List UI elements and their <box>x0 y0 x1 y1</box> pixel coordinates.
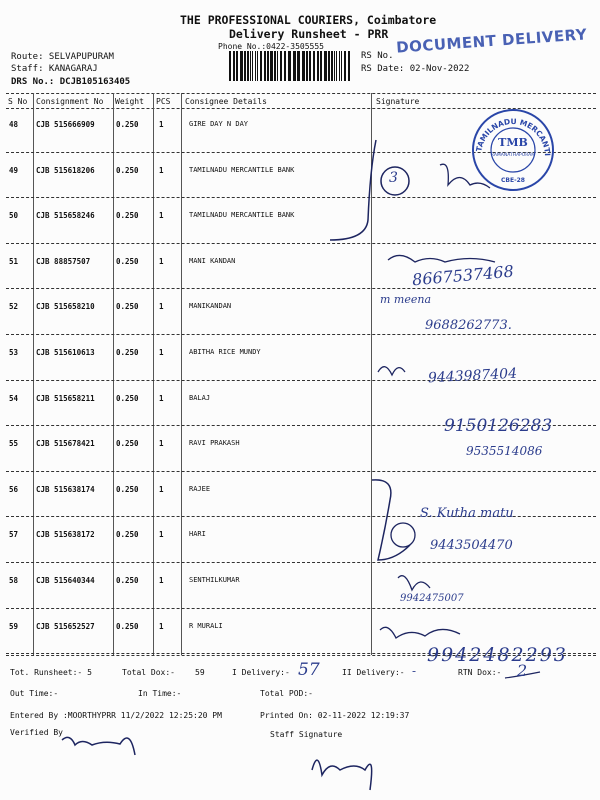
phone-number: Phone No.:0422-3505555 <box>218 42 324 51</box>
row-weight: 0.250 <box>116 484 139 494</box>
handwritten-row49-number: 3 <box>389 170 398 186</box>
handwritten-row52-phone: 9688262773. <box>425 318 512 333</box>
row-consignment-no: CJB 515658210 <box>36 302 95 312</box>
document-delivery-stamp: DOCUMENT DELIVERY <box>395 25 588 57</box>
barcode-bar <box>306 51 308 81</box>
barcode-bar <box>348 51 350 81</box>
row-pcs: 1 <box>159 439 164 449</box>
barcode-bar <box>252 51 253 81</box>
col-pcs: PCS <box>156 97 171 106</box>
row-divider <box>6 334 596 335</box>
rtn-dox-value: 2 <box>517 661 528 680</box>
signature-circle <box>391 523 415 547</box>
signature-stroke <box>330 140 376 240</box>
seal-bank-name: TAMILNADU MERCANTILE BANK LTD <box>467 101 553 157</box>
barcode-bar <box>244 51 246 81</box>
row-consignee: TAMILNADU MERCANTILE BANK <box>189 211 295 220</box>
row-weight: 0.250 <box>116 120 139 129</box>
barcode-bar <box>277 51 278 81</box>
col-signature: Signature <box>376 97 420 106</box>
row-pcs: 1 <box>159 484 164 494</box>
barcode-bar <box>229 51 231 81</box>
col-sno: S No <box>8 97 28 106</box>
row-weight: 0.250 <box>116 348 139 357</box>
row-weight: 0.250 <box>116 439 139 449</box>
total-dox-label: Total Dox:- <box>122 668 175 677</box>
verified-by: Verified By <box>10 728 63 737</box>
row-divider <box>6 608 596 609</box>
row-consignment-no: CJB 515658246 <box>36 211 95 221</box>
verified-signature <box>62 737 135 755</box>
barcode-bar <box>339 51 340 81</box>
rs-number: RS No. <box>361 51 394 61</box>
handwritten-row55-phone: 9535514086 <box>466 444 543 458</box>
row-divider <box>6 243 596 244</box>
barcode-bar <box>240 51 243 81</box>
barcode-bar <box>336 51 337 81</box>
signature-scribble <box>398 576 430 590</box>
row-sno: 59 <box>9 621 19 631</box>
row-consignment-no: CJB 515618206 <box>36 165 95 175</box>
barcode-bar <box>247 51 249 81</box>
barcode-bar <box>236 51 238 81</box>
col-weight: Weight <box>115 97 144 106</box>
row-weight: 0.250 <box>116 211 139 221</box>
in-time: In Time:- <box>138 689 182 698</box>
col-divider <box>33 93 34 655</box>
row-consignment-no: CJB 515610613 <box>36 348 95 357</box>
entered-by: Entered By :MOORTHYPRR 11/2/2022 12:25:20 PM <box>10 711 222 720</box>
barcode-bar <box>255 51 256 81</box>
row-consignee: TAMILNADU MERCANTILE BANK <box>189 165 295 174</box>
row-consignment-no: CJB 515652527 <box>36 621 95 631</box>
total-dox-value: 59 <box>195 668 205 677</box>
row-sno: 57 <box>9 530 19 540</box>
i-delivery-label: I Delivery:- <box>232 668 290 677</box>
row-consignee: MANI KANDAN <box>189 256 236 265</box>
out-time: Out Time:- <box>10 689 59 698</box>
handwritten-row57-phone: 9443504470 <box>430 538 513 553</box>
row-sno: 51 <box>9 256 19 266</box>
row-consignee: BALAJ <box>189 393 211 402</box>
col-divider <box>153 93 154 655</box>
staff-signature <box>312 760 372 790</box>
bank-seal <box>467 101 555 192</box>
signature-scribble <box>380 627 460 638</box>
row-consignment-no: CJB 515666909 <box>36 120 95 129</box>
handwritten-row58-phone: 9942475007 <box>400 593 464 604</box>
rs-date: RS Date: 02-Nov-2022 <box>361 64 470 74</box>
row-consignee: HARI <box>189 530 206 539</box>
row-sno: 50 <box>9 211 19 221</box>
row-pcs: 1 <box>159 348 164 357</box>
signature-scribble <box>378 367 405 375</box>
row-divider <box>6 471 596 472</box>
row-weight: 0.250 <box>116 621 139 631</box>
row-sno: 54 <box>9 393 19 403</box>
col-divider <box>113 93 114 655</box>
handwritten-row57-name: S. Kutha matu <box>420 506 514 521</box>
staff: Staff: KANAGARAJ <box>11 64 98 74</box>
route: Route: SELVAPUPURAM <box>11 52 114 62</box>
col-consignment: Consignment No <box>36 97 104 106</box>
barcode-bar <box>257 51 258 81</box>
row-consignee: SENTHILKUMAR <box>189 576 240 584</box>
row-consignee: R MURALI <box>189 621 223 630</box>
row-consignment-no: CJB 515638174 <box>36 484 95 494</box>
signature-scribble <box>388 255 495 262</box>
barcode-bar <box>267 51 269 81</box>
row-consignee: GIRE DAY N DAY <box>189 120 249 128</box>
seal-logo: TMB <box>498 136 528 149</box>
barcode-bar <box>320 51 322 81</box>
row-consignment-no: CJB 515658211 <box>36 393 95 403</box>
barcode-bar <box>341 51 342 81</box>
barcode <box>229 51 353 81</box>
ii-delivery-value: - <box>412 664 417 678</box>
row-weight: 0.250 <box>116 256 139 266</box>
row-pcs: 1 <box>159 393 164 403</box>
barcode-bar <box>280 51 282 81</box>
row-sno: 48 <box>9 120 19 129</box>
row-pcs: 1 <box>159 576 164 585</box>
barcode-bar <box>288 51 291 81</box>
barcode-bar <box>270 51 273 81</box>
drs-number: DRS No.: DCJB105163405 <box>11 77 131 87</box>
row-weight: 0.250 <box>116 576 139 585</box>
barcode-bar <box>334 51 335 81</box>
row-pcs: 1 <box>159 530 164 540</box>
col-divider <box>371 93 372 655</box>
barcode-bar <box>317 51 319 81</box>
row-divider <box>6 562 596 563</box>
company-name: THE PROFESSIONAL COURIERS, Coimbatore <box>180 13 437 27</box>
col-divider <box>181 93 182 655</box>
row-weight: 0.250 <box>116 393 139 403</box>
row-consignment-no: CJB 88857507 <box>36 256 91 266</box>
row-consignee: MANIKANDAN <box>189 302 232 311</box>
handwritten-row53-phone: 9443987404 <box>427 365 518 387</box>
header-divider-top <box>6 93 596 94</box>
row-sno: 52 <box>9 302 19 312</box>
barcode-bar <box>274 51 276 81</box>
row-consignment-no: CJB 515678421 <box>36 439 95 449</box>
row-consignee: ABITHA RICE MUNDY <box>189 348 261 356</box>
handwritten-row52-name: m meena <box>380 293 432 306</box>
rtn-dox-label: RTN Dox:- <box>458 668 502 677</box>
seal-branch: RAMANATHAPURAM <box>490 153 536 158</box>
row-weight: 0.250 <box>116 302 139 312</box>
row-sno: 53 <box>9 348 19 357</box>
row-pcs: 1 <box>159 165 164 175</box>
i-delivery-value: 57 <box>298 660 320 680</box>
barcode-bar <box>331 51 333 81</box>
barcode-bar <box>250 51 251 81</box>
row-pcs: 1 <box>159 302 164 312</box>
barcode-bar <box>313 51 315 81</box>
row-divider <box>6 288 596 289</box>
row-pcs: 1 <box>159 120 164 129</box>
row-consignee: RAJEE <box>189 484 211 493</box>
row-pcs: 1 <box>159 256 164 266</box>
handwritten-row51-phone: 8667537468 <box>411 261 515 290</box>
barcode-bar <box>344 51 346 81</box>
ii-delivery-label: II Delivery:- <box>342 668 405 677</box>
barcode-bar <box>328 51 330 81</box>
barcode-bar <box>264 51 266 81</box>
row-sno: 56 <box>9 484 19 494</box>
row-sno: 49 <box>9 165 19 175</box>
barcode-bar <box>324 51 327 81</box>
document-title: Delivery Runsheet - PRR <box>229 27 389 41</box>
row-consignment-no: CJB 515638172 <box>36 530 95 540</box>
footer-divider <box>6 655 596 656</box>
printed-on: Printed On: 02-11-2022 12:19:37 <box>260 711 410 720</box>
col-consignee: Consignee Details <box>185 97 267 106</box>
handwritten-row54-phone: 9150126283 <box>444 416 553 436</box>
row-pcs: 1 <box>159 621 164 631</box>
handwritten-row59-phone: 9942482293 <box>427 644 568 666</box>
barcode-bar <box>260 51 262 81</box>
row-sno: 55 <box>9 439 19 449</box>
row-consignment-no: CJB 515640344 <box>36 576 95 585</box>
row-pcs: 1 <box>159 211 164 221</box>
staff-signature-label: Staff Signature <box>270 730 343 739</box>
barcode-bar <box>309 51 311 81</box>
row-weight: 0.250 <box>116 530 139 540</box>
barcode-bar <box>297 51 300 81</box>
barcode-bar <box>284 51 286 81</box>
row-consignee: RAVI PRAKASH <box>189 439 240 448</box>
row-divider <box>6 197 596 198</box>
total-pod: Total POD:- <box>260 689 313 698</box>
seal-code: CBE-28 <box>501 177 525 184</box>
barcode-bar <box>302 51 305 81</box>
row-weight: 0.250 <box>116 165 139 175</box>
total-runsheet: Tot. Runsheet:- 5 <box>10 668 92 677</box>
signature-stroke <box>372 480 410 560</box>
barcode-bar <box>233 51 235 81</box>
barcode-bar <box>293 51 296 81</box>
row-sno: 58 <box>9 576 19 585</box>
